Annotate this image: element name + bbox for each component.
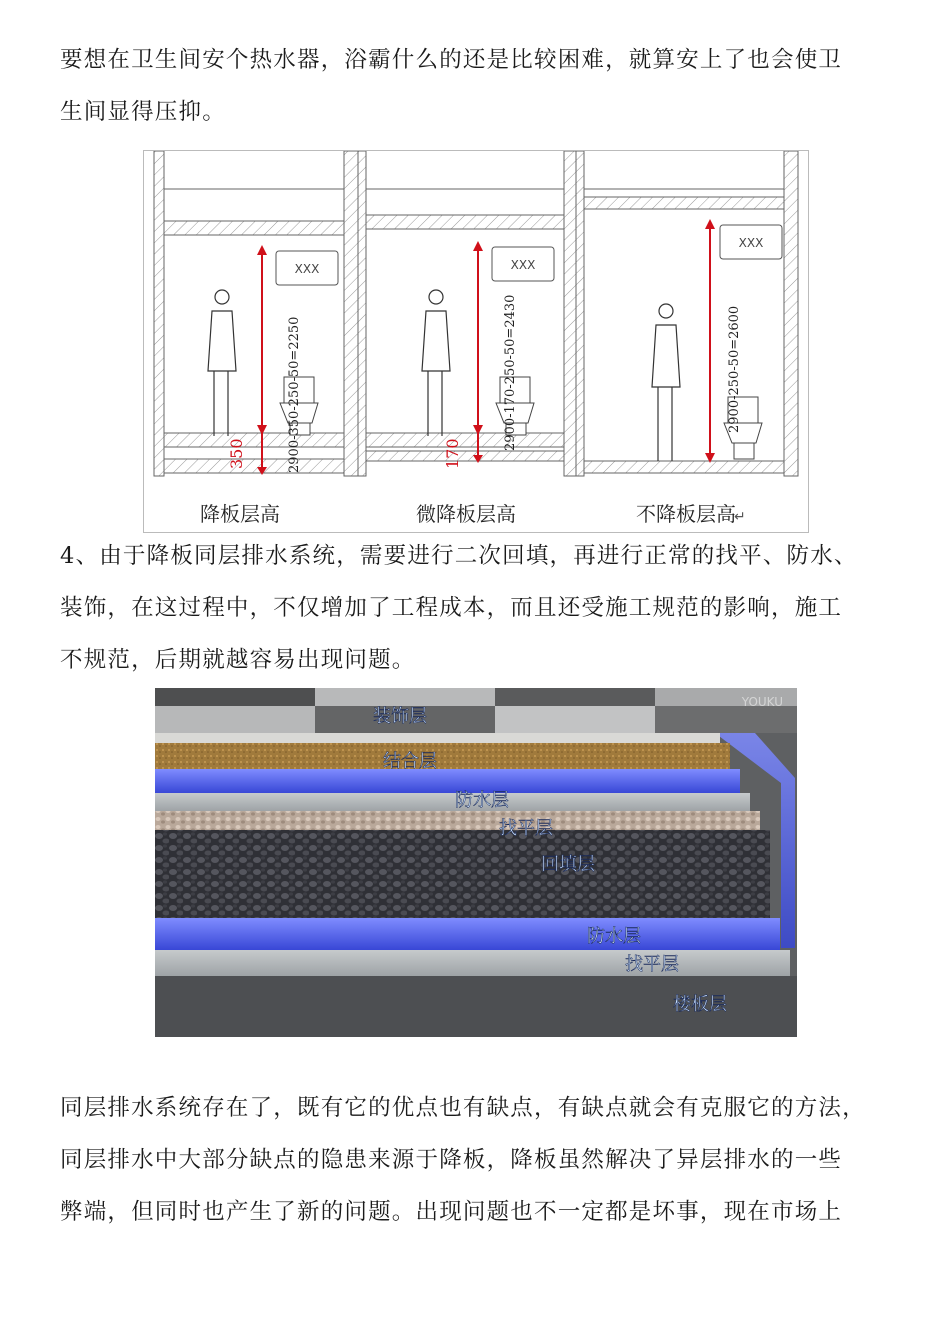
text-line: 弊端，但同时也产生了新的问题。出现问题也不一定都是坏事，现在市场上 <box>60 1199 843 1225</box>
text-line: 要想在卫生间安个热水器，浴霸什么的还是比较困难，就算安上了也会使卫 <box>60 47 843 73</box>
text-line: 同层排水系统存在了，既有它的优点也有缺点，有缺点就会有克服它的方法， <box>60 1095 866 1121</box>
floor-layers-illustration <box>155 688 797 1037</box>
text-line: 同层排水中大部分缺点的隐患来源于降板，降板虽然解决了异层排水的一些 <box>60 1147 843 1173</box>
layer-label: 结合层 <box>383 751 437 772</box>
panel-no-drop-slab <box>576 151 798 526</box>
layer-label: 装饰层 <box>373 706 427 727</box>
return-mark: ↵ <box>734 509 746 525</box>
paragraph-3 <box>60 1082 900 1238</box>
height-formula: 2900-170-250-50=2430 <box>503 294 518 451</box>
panel-micro-drop-slab <box>358 151 576 526</box>
person-figure <box>208 290 236 436</box>
layer-label: 找平层 <box>625 954 679 975</box>
appliance-label: XXX <box>294 262 320 276</box>
text-line: 不规范，后期就越容易出现问题。 <box>60 647 416 673</box>
panel-drop-slab <box>154 151 358 526</box>
layer-label: 楼板层 <box>673 994 727 1015</box>
watermark: YOUKU <box>741 695 783 709</box>
panel-caption: 降板层高 <box>200 502 280 526</box>
layer-label: 回填层 <box>541 854 595 875</box>
drop-value: 170 <box>443 438 462 469</box>
layer-label: 找平层 <box>499 818 553 839</box>
layer-label: 防水层 <box>587 926 641 947</box>
paragraph-1 <box>60 34 900 138</box>
drop-value: 350 <box>227 438 246 469</box>
text-line: 生间显得压抑。 <box>60 99 226 125</box>
height-formula: 2900-250-50=2600 <box>727 305 742 433</box>
panel-caption: 不降板层高 <box>636 502 736 526</box>
appliance-label: XXX <box>510 258 536 272</box>
text-line: 装饰，在这过程中，不仅增加了工程成本，而且还受施工规范的影响，施工 <box>60 595 843 621</box>
tile-layer <box>155 688 797 733</box>
floor-height-diagram <box>143 150 809 533</box>
person-figure <box>652 304 680 461</box>
panel-caption: 微降板层高 <box>416 502 516 526</box>
paragraph-2 <box>60 530 900 686</box>
layer-label: 防水层 <box>455 790 509 811</box>
person-figure <box>422 290 450 436</box>
text-line: 4、由于降板同层排水系统，需要进行二次回填，再进行正常的找平、防水、 <box>60 543 858 569</box>
height-formula: 2900-350-250-50=2250 <box>287 316 302 473</box>
appliance-label: XXX <box>738 236 764 250</box>
